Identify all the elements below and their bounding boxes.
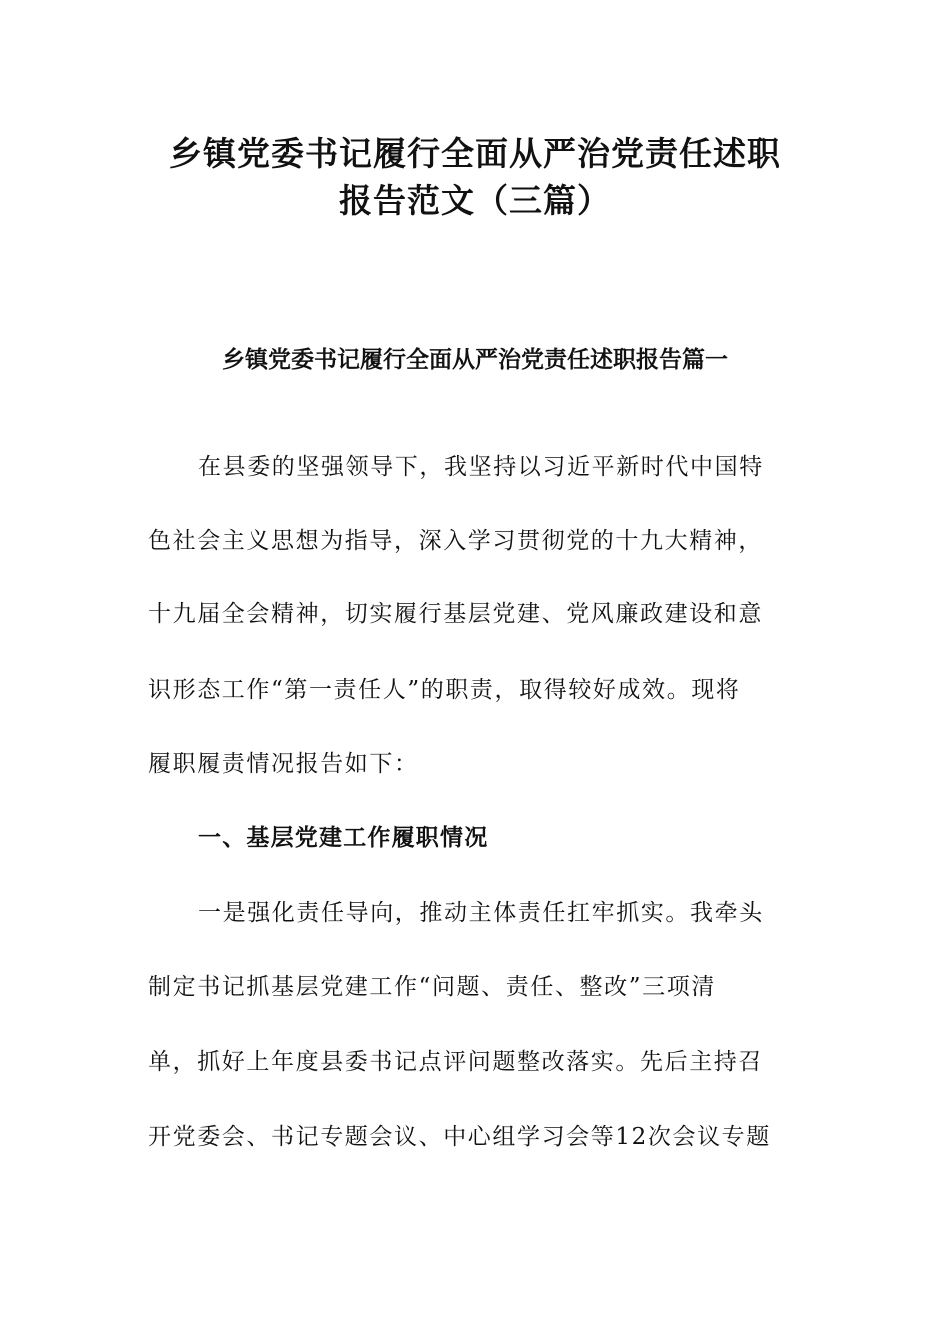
paragraph-1-line-5: 履职履责情况报告如下： [148,751,419,777]
paragraph-1-line-3: 十九届全会精神，切实履行基层党建、党风廉政建设和意 [148,601,763,627]
section-heading-1: 一、基层党建工作履职情况 [198,824,489,851]
section-subtitle: 乡镇党委书记履行全面从严治党责任述职报告篇一 [222,346,728,373]
paragraph-1-line-1: 在县委的坚强领导下，我坚持以习近平新时代中国特 [198,454,764,480]
paragraph-1-line-2: 色社会主义思想为指导，深入学习贯彻党的十九大精神， [148,528,763,554]
paragraph-2-line-1: 一是强化责任导向，推动主体责任扛牢抓实。我牵头 [198,900,764,926]
paragraph-2-line-2: 制定书记抓基层党建工作“问题、责任、整改”三项清 [148,974,716,1000]
paragraph-2-line-4: 开党委会、书记专题会议、中心组学习会等12次会议专题 [148,1124,771,1150]
document-title-line-1: 乡镇党委书记履行全面从严治党责任述职 [169,134,781,173]
document-title-line-2: 报告范文（三篇） [339,181,611,220]
paragraph-2-line-3: 单，抓好上年度县委书记点评问题整改落实。先后主持召 [148,1049,763,1075]
paragraph-1-line-4: 识形态工作“第一责任人”的职责，取得较好成效。现将 [148,677,741,703]
